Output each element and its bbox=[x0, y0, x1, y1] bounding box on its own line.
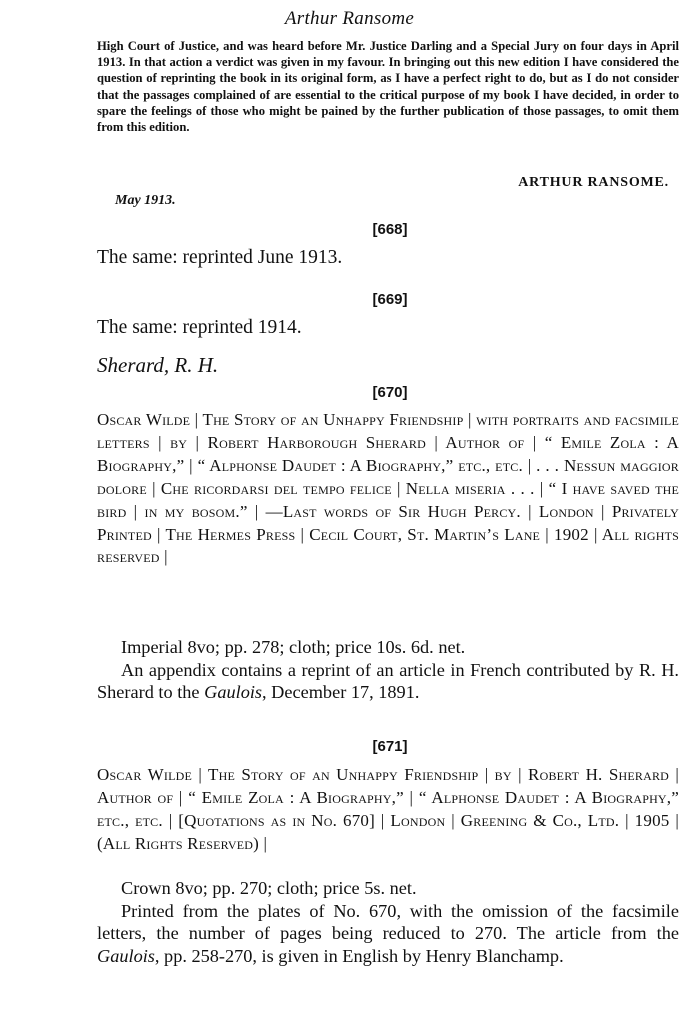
entry-668-text: The same: reprinted June 1913. bbox=[97, 247, 343, 268]
entry-number-670: [670] bbox=[372, 384, 408, 401]
dateline bbox=[115, 193, 176, 209]
entry-670-title: Oscar Wilde | The Story of an Unhappy Friendship | with portraits and facsimile letters | by | Robert Harborough Sherard | Author of | “ Emile Zola : A Biography,” | “ Alphonse Daudet : A Biography,” etc., etc. | . . . Nessun maggior dolore | Che ricordarsi del tempo felice | Nella miseria . . . | “ I have saved the bird | in my bosom.” | —Last words of Sir Hugh Percy. | London | Privately Printed | The Hermes Press | Cecil Court, St. Martin’s Lane | 1902 | All rights reserved | bbox=[97, 410, 679, 567]
entry-670-note-before: An appendix contains a reprint of an article in French contributed by R. H. Sherard to the bbox=[97, 659, 679, 702]
entry-669-text: The same: reprinted 1914. bbox=[97, 317, 302, 338]
entry-671-note-italic: Gaulois bbox=[97, 945, 155, 966]
entry-671-note bbox=[97, 900, 679, 968]
entry-670-note-after: , December 17, 1891. bbox=[262, 682, 420, 702]
preface-note bbox=[97, 38, 679, 135]
signature: ARTHUR RANSOME. bbox=[518, 175, 669, 190]
entry-671-description: Crown 8vo; pp. 270; cloth; price 5s. net. bbox=[121, 878, 417, 898]
entry-number-668: [668] bbox=[372, 221, 408, 238]
author-heading: Sherard, R. H. bbox=[97, 353, 219, 377]
entry-670-note bbox=[97, 659, 679, 704]
entry-671-note-after: , pp. 258-270, is given in English by Henry Blanchamp. bbox=[154, 945, 564, 966]
preface-note-text: High Court of Justice, and was heard before Mr. Justice Darling and a Special Jury on four days in April 1913. In that action a verdict was given in my favour. In bringing out this new edition I have considered the question of reprinting the book in its original form, as I have a perfect right to do, but as I do not consider that the passages complained of are essential to the critical purpose of my book I have decided, in order to spare the feelings of those who might be pained by the further publication of those passages, to omit them from this edition. bbox=[97, 39, 679, 135]
entry-671-title: Oscar Wilde | The Story of an Unhappy Friendship | by | Robert H. Sherard | Author of | “ Emile Zola : A Biography,” | “ Alphonse Daudet : A Biography,” etc., etc. | [Quotations as in No. 670] | London | Greening & Co., Ltd. | 1905 | (All Rights Reserved) | bbox=[97, 765, 679, 853]
entry-670-body bbox=[97, 636, 679, 704]
running-head: Arthur Ransome bbox=[284, 8, 415, 29]
entry-671-body bbox=[97, 877, 679, 967]
entry-number-669: [669] bbox=[372, 291, 408, 308]
date-text: May 1913. bbox=[115, 193, 176, 208]
entry-number-671: [671] bbox=[372, 738, 408, 755]
entry-670-note-italic: Gaulois bbox=[204, 682, 263, 702]
entry-671-note-before: Printed from the plates of No. 670, with the omission of the facsimile letters, the number of pages being reduced to 270. The article from the bbox=[97, 900, 679, 943]
entry-670-description: Imperial 8vo; pp. 278; cloth; price 10s. 6d. net. bbox=[121, 637, 466, 657]
